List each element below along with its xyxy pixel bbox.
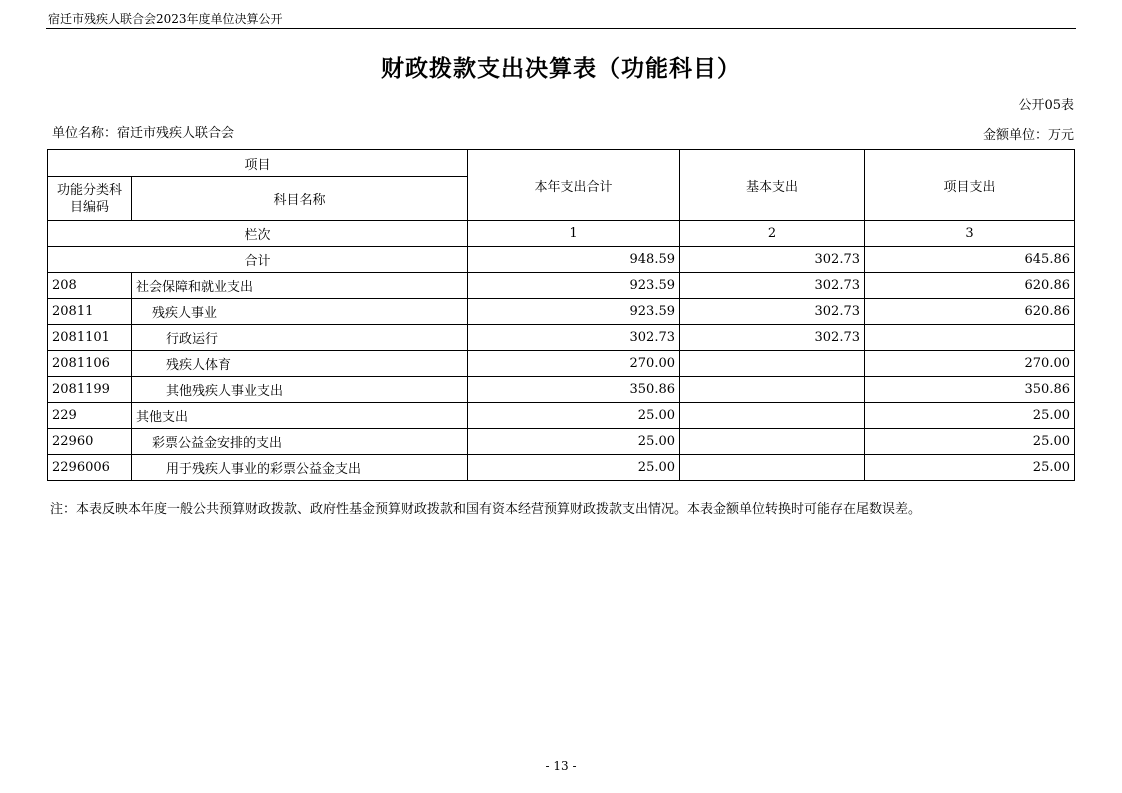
- page-number: - 13 -: [545, 759, 577, 773]
- row-basic: [680, 455, 865, 481]
- row-basic: [680, 377, 865, 403]
- header-project: 项目: [48, 150, 468, 177]
- sum-basic: 302.73: [680, 247, 865, 273]
- sum-label: 合计: [48, 247, 468, 273]
- row-total: 270.00: [468, 351, 680, 377]
- column-number-3: 3: [865, 221, 1075, 247]
- row-project: [865, 325, 1075, 351]
- row-code: 20811: [48, 299, 132, 325]
- table-body: [48, 273, 1075, 481]
- column-row-label: 栏次: [48, 221, 468, 247]
- row-total: 25.00: [468, 403, 680, 429]
- row-subject-name: 用于残疾人事业的彩票公益金支出: [132, 455, 468, 481]
- header-subject: 科目名称: [132, 177, 468, 221]
- row-project: 25.00: [865, 429, 1075, 455]
- row-total: 25.00: [468, 429, 680, 455]
- row-code: 208: [48, 273, 132, 299]
- table-row: [48, 429, 1075, 455]
- table-note: 注：本表反映本年度一般公共预算财政拨款、政府性基金预算财政拨款和国有资本经营预算财政拨款支出情况。本表金额单位转换时可能存在尾数误差。: [50, 502, 922, 517]
- form-number: 公开05表: [1018, 98, 1074, 113]
- row-subject-name: 社会保障和就业支出: [132, 273, 468, 299]
- row-project: 25.00: [865, 403, 1075, 429]
- row-basic: [680, 429, 865, 455]
- row-code: 2081101: [48, 325, 132, 351]
- row-basic: 302.73: [680, 273, 865, 299]
- sum-row: [48, 247, 1075, 273]
- row-subject-name: 其他支出: [132, 403, 468, 429]
- sum-total: 948.59: [468, 247, 680, 273]
- table-row: [48, 273, 1075, 299]
- table-row: [48, 377, 1075, 403]
- row-total: 923.59: [468, 273, 680, 299]
- table-row: [48, 455, 1075, 481]
- row-code: 2081199: [48, 377, 132, 403]
- table-row: [48, 299, 1075, 325]
- row-total: 350.86: [468, 377, 680, 403]
- header-rule: [46, 28, 1076, 29]
- header-total: 本年支出合计: [468, 150, 680, 221]
- row-basic: [680, 403, 865, 429]
- table-row: [48, 403, 1075, 429]
- row-basic: [680, 351, 865, 377]
- column-number-1: 1: [468, 221, 680, 247]
- row-subject-name: 其他残疾人事业支出: [132, 377, 468, 403]
- unit-name: 单位名称：宿迁市残疾人联合会: [52, 126, 235, 141]
- table-row: [48, 325, 1075, 351]
- row-code: 229: [48, 403, 132, 429]
- row-basic: 302.73: [680, 299, 865, 325]
- running-header: 宿迁市残疾人联合会2023年度单位决算公开: [48, 12, 283, 26]
- row-subject-name: 残疾人体育: [132, 351, 468, 377]
- row-subject-name: 残疾人事业: [132, 299, 468, 325]
- row-project: 350.86: [865, 377, 1075, 403]
- expenditure-table: [47, 149, 1075, 481]
- column-number-2: 2: [680, 221, 865, 247]
- row-total: 302.73: [468, 325, 680, 351]
- table-row: [48, 351, 1075, 377]
- row-code: 2081106: [48, 351, 132, 377]
- sum-project: 645.86: [865, 247, 1075, 273]
- row-project: 25.00: [865, 455, 1075, 481]
- row-project: 620.86: [865, 273, 1075, 299]
- row-basic: 302.73: [680, 325, 865, 351]
- header-project-expense: 项目支出: [865, 150, 1075, 221]
- row-project: 620.86: [865, 299, 1075, 325]
- row-subject-name: 行政运行: [132, 325, 468, 351]
- row-code: 2296006: [48, 455, 132, 481]
- amount-unit: 金额单位：万元: [982, 128, 1074, 143]
- header-code: 功能分类科目编码: [48, 177, 132, 221]
- page-title: 财政拨款支出决算表（功能科目）: [381, 56, 741, 82]
- row-total: 25.00: [468, 455, 680, 481]
- header-basic: 基本支出: [680, 150, 865, 221]
- row-project: 270.00: [865, 351, 1075, 377]
- row-code: 22960: [48, 429, 132, 455]
- row-subject-name: 彩票公益金安排的支出: [132, 429, 468, 455]
- row-total: 923.59: [468, 299, 680, 325]
